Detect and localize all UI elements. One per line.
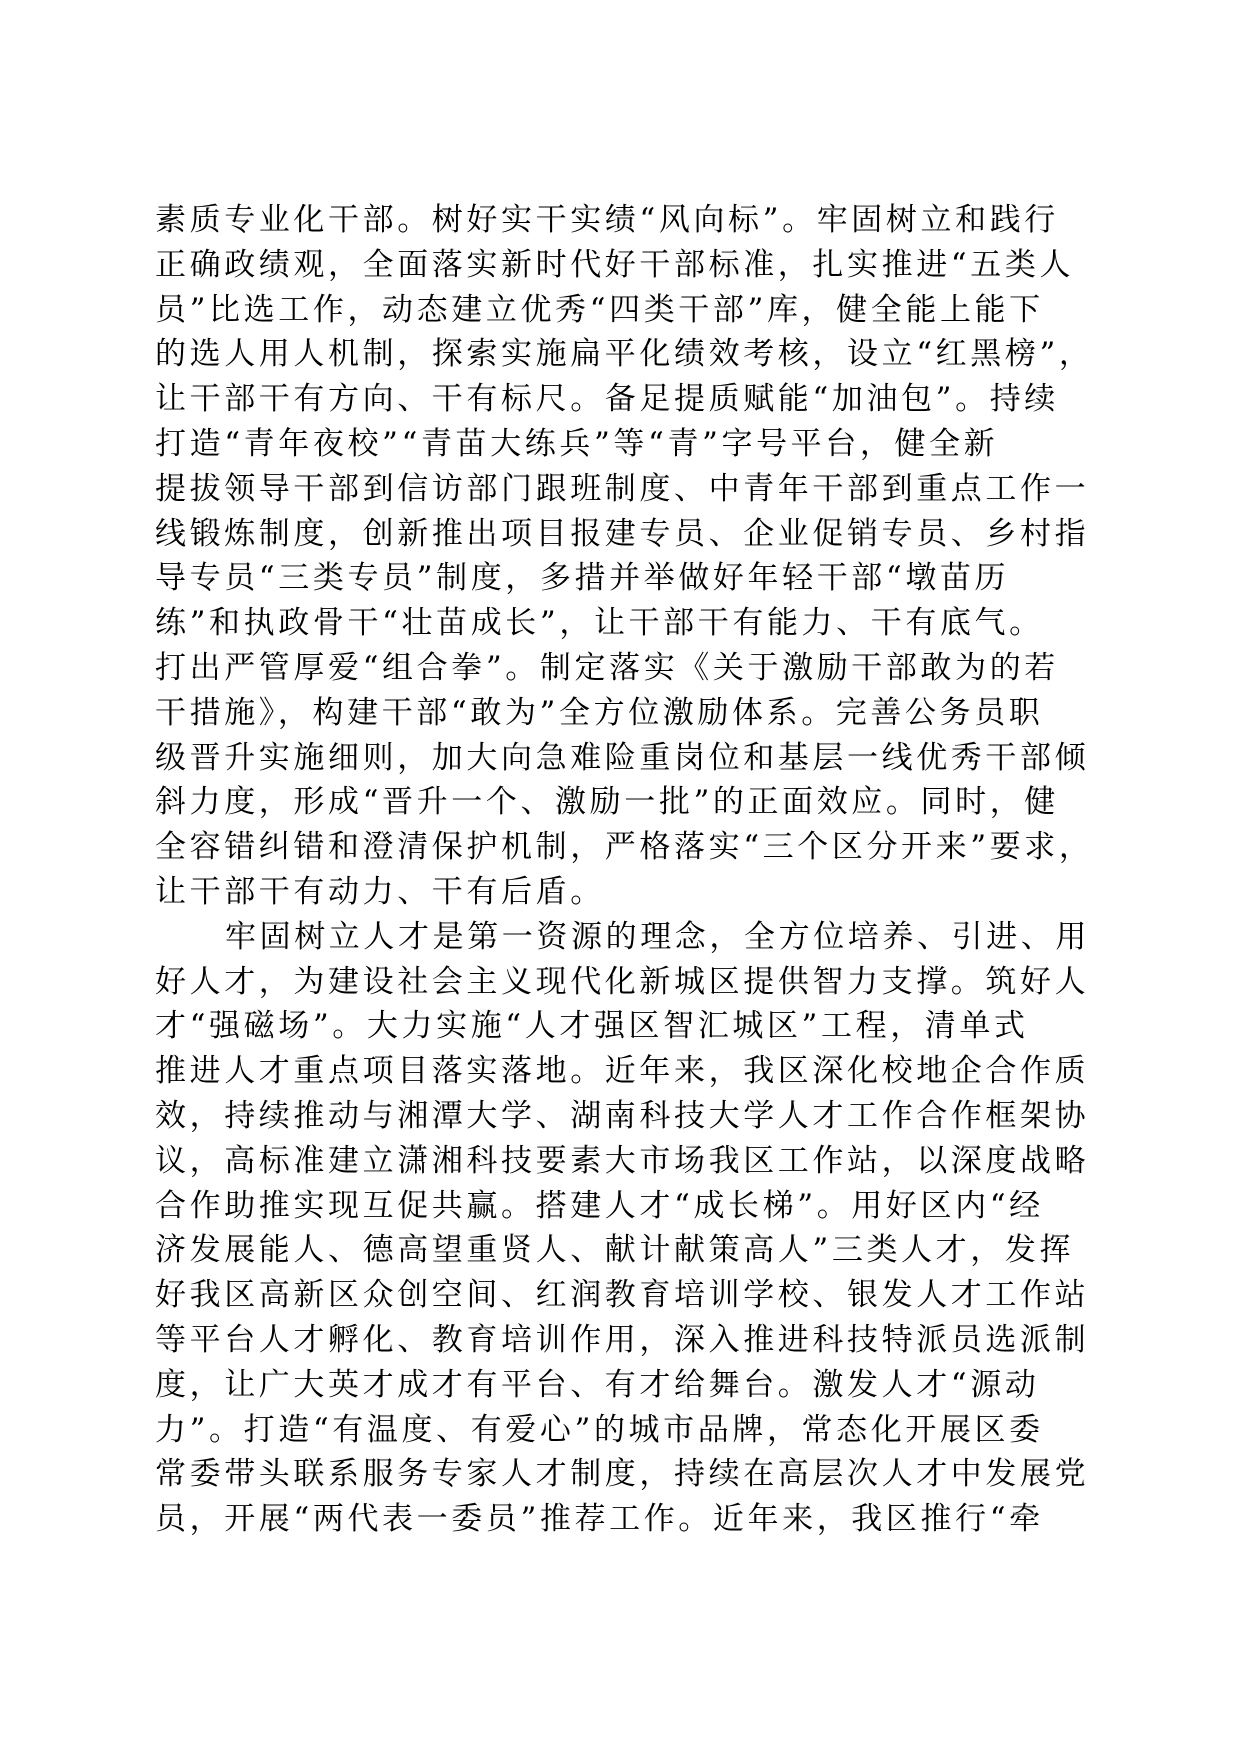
paragraph-2 bbox=[155, 915, 1095, 1542]
text-line: 好人才，为建设社会主义现代化新城区提供智力支撑。筑好人 bbox=[155, 963, 1090, 1000]
text-line: 正确政绩观，全面落实新时代好干部标准，扎实推进“五类人 bbox=[155, 246, 1075, 283]
text-line: 干措施》，构建干部“敢为”全方位激励体系。完善公务员职 bbox=[155, 694, 1044, 731]
text-line: 斜力度，形成“晋升一个、激励一批”的正面效应。同时，健 bbox=[155, 784, 1059, 821]
text-line: 效，持续推动与湘潭大学、湖南科技大学人才工作合作框架协 bbox=[155, 1097, 1090, 1134]
text-line: 让干部干有动力、干有后盾。 bbox=[155, 873, 605, 910]
text-line: 合作助推实现互促共赢。搭建人才“成长梯”。用好区内“经 bbox=[155, 1187, 1044, 1224]
text-line: 打造“青年夜校”“青苗大练兵”等“青”字号平台，健全新 bbox=[155, 425, 999, 462]
body-text bbox=[155, 198, 1095, 1542]
text-line: 推进人才重点项目落实落地。近年来，我区深化校地企合作质 bbox=[155, 1053, 1090, 1090]
text-line: 济发展能人、德高望重贤人、献计献策高人”三类人才，发挥 bbox=[155, 1232, 1075, 1269]
text-line: 的选人用人机制，探索实施扁平化绩效考核，设立“红黑榜”， bbox=[155, 336, 1094, 373]
text-line: 导专员“三类专员”制度，多措并举做好年轻干部“墩苗历 bbox=[155, 560, 1010, 597]
text-line: 全容错纠错和澄清保护机制，严格落实“三个区分开来”要求， bbox=[155, 829, 1094, 866]
text-line: 让干部干有方向、干有标尺。备足提质赋能“加油包”。持续 bbox=[155, 381, 1059, 418]
text-line: 度，让广大英才成才有平台、有才给舞台。激发人才“源动 bbox=[155, 1366, 1040, 1403]
text-line: 议，高标准建立潇湘科技要素大市场我区工作站，以深度战略 bbox=[155, 1142, 1090, 1179]
text-line: 级晋升实施细则，加大向急难险重岗位和基层一线优秀干部倾 bbox=[155, 739, 1090, 776]
text-line: 牢固树立人才是第一资源的理念，全方位培养、引进、用 bbox=[225, 918, 1090, 955]
text-line: 好我区高新区众创空间、红润教育培训学校、银发人才工作站 bbox=[155, 1277, 1090, 1314]
paragraph-1 bbox=[155, 198, 1095, 915]
text-line: 打出严管厚爱“组合拳”。制定落实《关于激励干部敢为的若 bbox=[155, 649, 1059, 686]
text-line: 等平台人才孵化、教育培训作用，深入推进科技特派员选派制 bbox=[155, 1321, 1090, 1358]
text-line: 员”比选工作，动态建立优秀“四类干部”库，健全能上能下 bbox=[155, 291, 1044, 328]
text-line: 力”。打造“有温度、有爱心”的城市品牌，常态化开展区委 bbox=[155, 1411, 1044, 1448]
text-line: 提拔领导干部到信访部门跟班制度、中青年干部到重点工作一 bbox=[155, 470, 1090, 507]
text-line: 线锻炼制度，创新推出项目报建专员、企业促销专员、乡村指 bbox=[155, 515, 1090, 552]
text-line: 练”和执政骨干“壮苗成长”，让干部干有能力、干有底气。 bbox=[155, 605, 1044, 642]
text-line: 才“强磁场”。大力实施“人才强区智汇城区”工程，清单式 bbox=[155, 1008, 1029, 1045]
text-line: 常委带头联系服务专家人才制度，持续在高层次人才中发展党 bbox=[155, 1456, 1090, 1493]
text-line: 素质专业化干部。树好实干实绩“风向标”。牢固树立和践行 bbox=[155, 202, 1059, 238]
text-line: 员，开展“两代表一委员”推荐工作。近年来，我区推行“牵 bbox=[155, 1501, 1044, 1538]
